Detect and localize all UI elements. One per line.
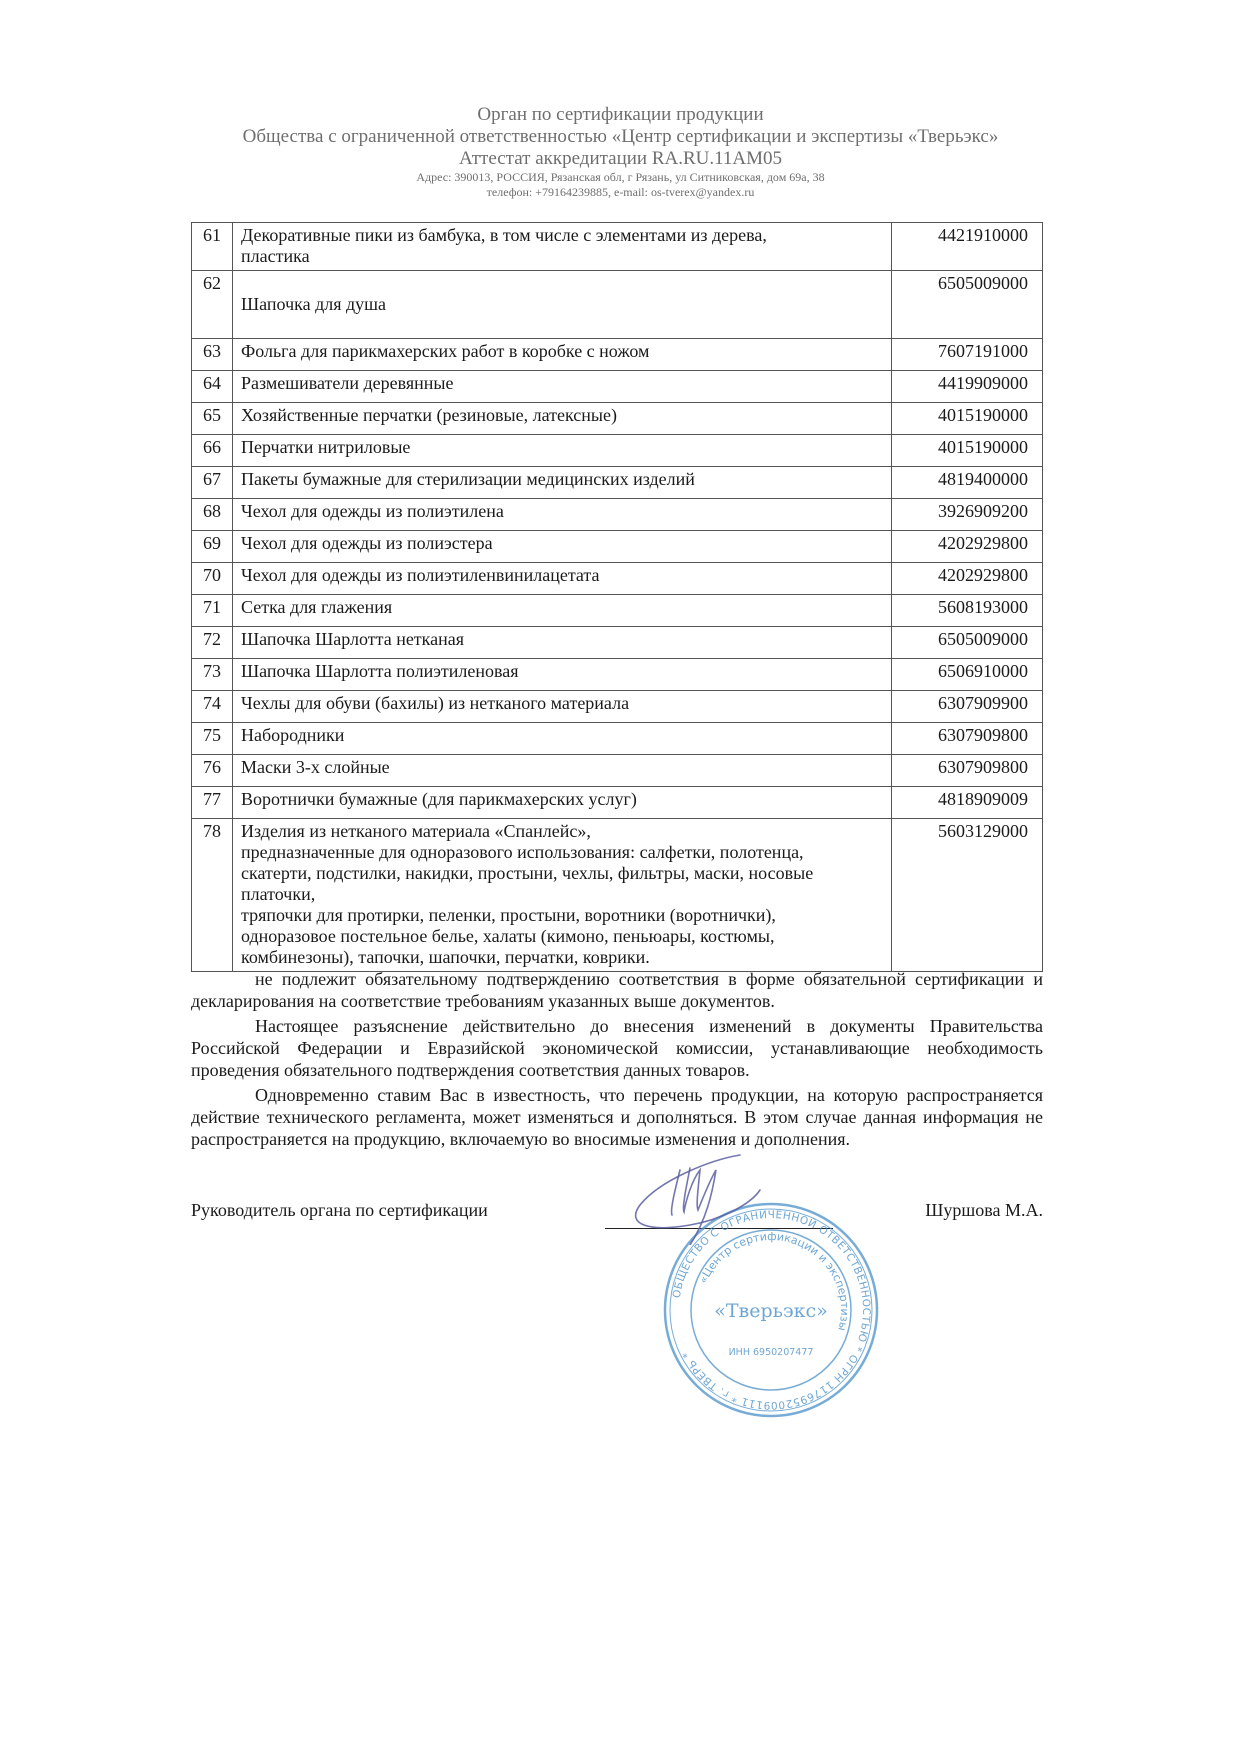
product-description	[233, 627, 892, 659]
tn-ved-code: 4015190000	[892, 403, 1043, 435]
table-row	[192, 435, 1043, 467]
tn-ved-code: 4202929800	[892, 563, 1043, 595]
description-line: пластика	[241, 246, 310, 266]
description-line: Воротнички бумажные (для парикмахерских услуг)	[241, 789, 637, 809]
handwritten-signature-icon	[620, 1150, 790, 1245]
product-description	[233, 531, 892, 563]
description-line: платочки,	[241, 884, 316, 904]
product-description	[233, 723, 892, 755]
letterhead	[0, 104, 1241, 200]
product-description	[233, 371, 892, 403]
product-description	[233, 595, 892, 627]
tn-ved-code: 6307909800	[892, 755, 1043, 787]
description-line: Маски 3-х слойные	[241, 757, 390, 777]
tn-ved-code: 5608193000	[892, 595, 1043, 627]
description-line: Чехол для одежды из полиэстера	[241, 533, 493, 553]
product-description	[233, 563, 892, 595]
table-row	[192, 467, 1043, 499]
row-number: 71	[192, 595, 233, 627]
tn-ved-code: 6505009000	[892, 271, 1043, 339]
tn-ved-code: 4818909009	[892, 787, 1043, 819]
table-row	[192, 339, 1043, 371]
tn-ved-code: 6505009000	[892, 627, 1043, 659]
row-number: 75	[192, 723, 233, 755]
letterhead-company-line: Общества с ограниченной ответственностью «Центр сертификации и экспертизы «Тверьэкс»	[242, 126, 999, 147]
row-number: 73	[192, 659, 233, 691]
table-row	[192, 691, 1043, 723]
signer-role: Руководитель органа по сертификации	[191, 1200, 488, 1220]
description-line: Пакеты бумажные для стерилизации медицинских изделий	[241, 469, 695, 489]
products-table	[191, 222, 1043, 972]
table-row	[192, 659, 1043, 691]
row-number: 63	[192, 339, 233, 371]
svg-text:ОБЩЕСТВО С ОГРАНИЧЕННОЙ ОТВЕТС: ОБЩЕСТВО С ОГРАНИЧЕННОЙ ОТВЕТСТВЕННОСТЬЮ * ОГРН 1176952009111 * г. ТВЕРЬ *	[670, 1208, 873, 1412]
letterhead-accreditation: Аттестат аккредитации RA.RU.11AM05	[458, 148, 783, 169]
table-row	[192, 627, 1043, 659]
product-description	[233, 223, 892, 271]
conclusion-text	[191, 968, 1043, 1153]
row-number: 66	[192, 435, 233, 467]
row-number: 76	[192, 755, 233, 787]
description-line: Декоративные пики из бамбука, в том числе с элементами из дерева,	[241, 225, 767, 245]
row-number: 69	[192, 531, 233, 563]
row-number: 72	[192, 627, 233, 659]
letterhead-address: Адрес: 390013, РОССИЯ, Рязанская обл, г Рязань, ул Ситниковская, дом 69а, 38	[416, 170, 825, 184]
letterhead-contacts: телефон: +79164239885, e-mail: os-tverex@yandex.ru	[486, 185, 755, 199]
table-row	[192, 271, 1043, 339]
table-row	[192, 723, 1043, 755]
description-line: Чехол для одежды из полиэтилена	[241, 501, 504, 521]
description-line: Фольга для парикмахерских работ в коробке с ножом	[241, 341, 650, 361]
tn-ved-code: 5603129000	[892, 819, 1043, 972]
description-line: одноразовое постельное белье, халаты (кимоно, пеньюары, костюмы,	[241, 926, 775, 946]
description-line: Изделия из нетканого материала «Спанлейс»,	[241, 821, 591, 841]
paragraph-notice: Одновременно ставим Вас в известность, что перечень продукции, на которую распространяется действие технического регламента, может изменяться и дополняться. В этом случае данная информация не распространяется на продукцию, включаемую во вносимые изменения и дополнения.	[191, 1085, 1043, 1149]
tn-ved-code: 6506910000	[892, 659, 1043, 691]
table-row	[192, 787, 1043, 819]
table-row	[192, 499, 1043, 531]
row-number: 65	[192, 403, 233, 435]
paragraph-not-subject: не подлежит обязательному подтверждению соответствия в форме обязательной сертификации и декларирования на соответствие требованиям указанных выше документов.	[191, 969, 1043, 1011]
product-description	[233, 819, 892, 972]
table-row	[192, 223, 1043, 271]
product-description	[233, 787, 892, 819]
table-row	[192, 371, 1043, 403]
row-number: 68	[192, 499, 233, 531]
product-description	[233, 659, 892, 691]
description-line: предназначенные для одноразового использования: салфетки, полотенца,	[241, 842, 804, 862]
letterhead-org-line: Орган по сертификации продукции	[477, 104, 764, 125]
signature-block	[191, 1200, 1043, 1230]
table-row	[192, 531, 1043, 563]
row-number: 78	[192, 819, 233, 972]
table-row	[192, 819, 1043, 972]
product-description	[233, 339, 892, 371]
row-number: 70	[192, 563, 233, 595]
tn-ved-code: 6307909900	[892, 691, 1043, 723]
tn-ved-code: 4419909000	[892, 371, 1043, 403]
table-row	[192, 595, 1043, 627]
signer-name: Шуршова М.А.	[925, 1200, 1043, 1220]
product-description	[233, 467, 892, 499]
product-description	[233, 691, 892, 723]
tn-ved-code: 3926909200	[892, 499, 1043, 531]
row-number: 61	[192, 223, 233, 271]
description-line: Чехлы для обуви (бахилы) из нетканого материала	[241, 693, 630, 713]
table-row	[192, 563, 1043, 595]
description-line: Шапочка Шарлотта полиэтиленовая	[241, 661, 519, 681]
tn-ved-code: 4202929800	[892, 531, 1043, 563]
description-line: Шапочка для душа	[241, 294, 387, 314]
product-description	[233, 499, 892, 531]
paragraph-validity: Настоящее разъяснение действительно до внесения изменений в документы Правительства Российской Федерации и Евразийской экономической комиссии, устанавливающие необходимость проведения обязательного подтверждения соответствия данных товаров.	[191, 1016, 1043, 1080]
row-number: 67	[192, 467, 233, 499]
row-number: 77	[192, 787, 233, 819]
product-description	[233, 271, 892, 339]
svg-text:«Центр сертификации и эксперти: «Центр сертификации и экспертизы	[696, 1229, 852, 1333]
tn-ved-code: 4421910000	[892, 223, 1043, 271]
description-line: Шапочка Шарлотта нетканая	[241, 629, 465, 649]
description-line: Чехол для одежды из полиэтиленвинилацетата	[241, 565, 600, 585]
tn-ved-code: 7607191000	[892, 339, 1043, 371]
row-number: 62	[192, 271, 233, 339]
description-line: Размешиватели деревянные	[241, 373, 454, 393]
tn-ved-code: 4015190000	[892, 435, 1043, 467]
description-line: Хозяйственные перчатки (резиновые, латексные)	[241, 405, 617, 425]
product-description	[233, 435, 892, 467]
row-number: 74	[192, 691, 233, 723]
table-row	[192, 755, 1043, 787]
description-line: скатерти, подстилки, накидки, простыни, чехлы, фильтры, маски, носовые	[241, 863, 814, 883]
product-description	[233, 755, 892, 787]
product-description	[233, 403, 892, 435]
svg-text:«Тверьэкс»: «Тверьэкс»	[714, 1300, 828, 1322]
description-line: Набородники	[241, 725, 345, 745]
description-line: тряпочки для протирки, пеленки, простыни, воротники (воротнички),	[241, 905, 776, 925]
tn-ved-code: 6307909800	[892, 723, 1043, 755]
description-line: Сетка для глажения	[241, 597, 393, 617]
description-line: комбинезоны), тапочки, шапочки, перчатки, коврики.	[241, 947, 650, 967]
table-row	[192, 403, 1043, 435]
description-line: Перчатки нитриловые	[241, 437, 411, 457]
row-number: 64	[192, 371, 233, 403]
tn-ved-code: 4819400000	[892, 467, 1043, 499]
svg-text:ИНН 6950207477: ИНН 6950207477	[728, 1347, 814, 1358]
